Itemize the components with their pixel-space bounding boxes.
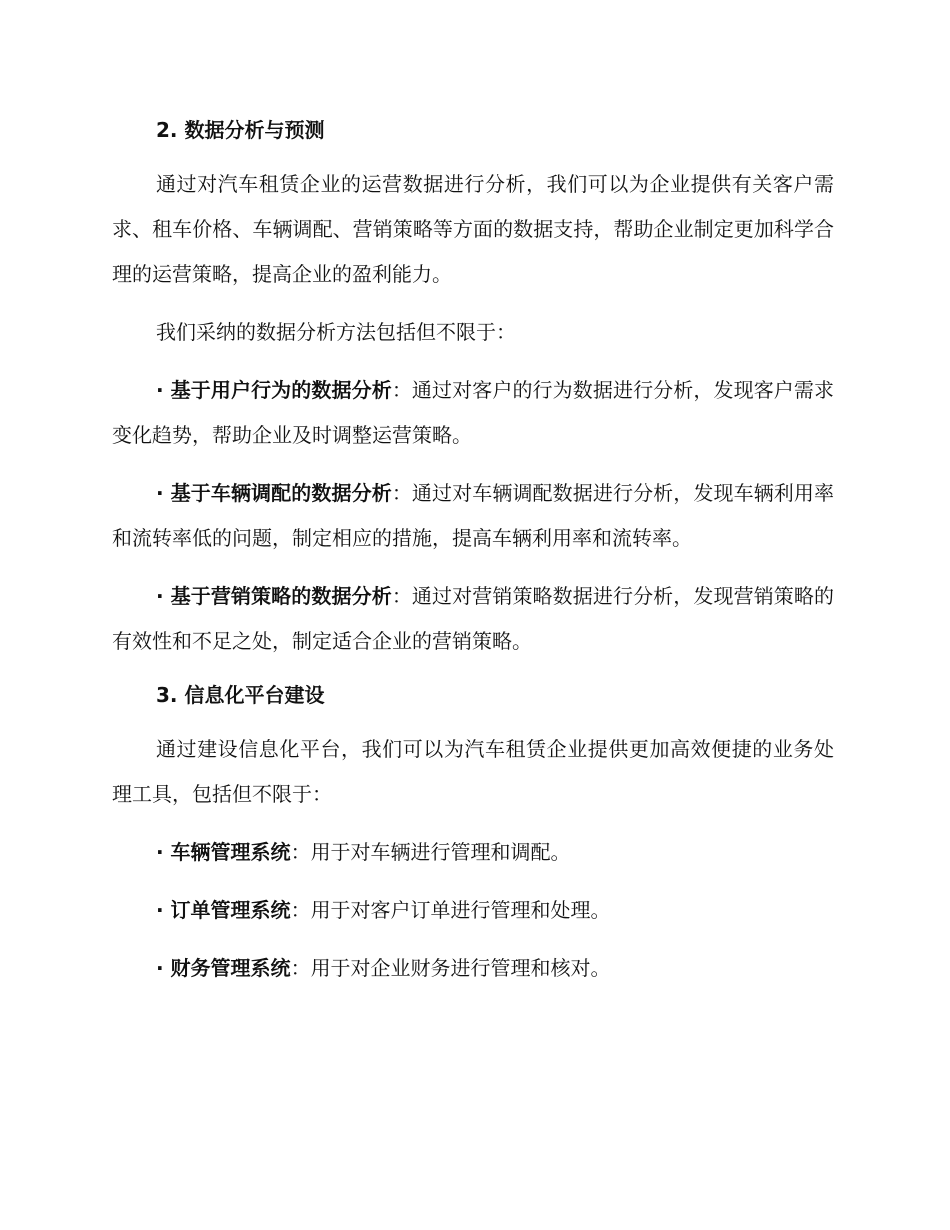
bullet-term: · 订单管理系统 — [156, 898, 291, 922]
document-body — [112, 112, 834, 1004]
paragraph-data-analysis-intro: 通过对汽车租赁企业的运营数据进行分析，我们可以为企业提供有关客户需求、租车价格、车辆调配、营销策略等方面的数据支持，帮助企业制定更加科学合理的运营策略，提高企业的盈利能力。 — [112, 172, 834, 286]
bullet-item-user-behavior — [112, 368, 834, 458]
bullet-text: 用于对车辆进行管理和调配。 — [310, 840, 571, 864]
section-heading-platform: 3. 信息化平台建设 — [156, 683, 325, 707]
bullet-term: · 基于车辆调配的数据分析 — [156, 481, 392, 505]
bullet-term: · 财务管理系统 — [156, 956, 291, 980]
bullet-text: 通过对营销策略数据进行分析，发现营销策略的有效性和不足之处，制定适合企业的营销策略。 — [112, 584, 835, 653]
bullet-item-vehicle-management — [112, 830, 834, 875]
bullet-item-vehicle-dispatch — [112, 471, 834, 561]
bullet-term: · 基于用户行为的数据分析 — [156, 378, 392, 402]
bullet-separator: ： — [391, 481, 412, 505]
bullet-item-finance-management — [112, 946, 834, 991]
bullet-text: 通过对客户的行为数据进行分析，发现客户需求变化趋势，帮助企业及时调整运营策略。 — [112, 378, 835, 447]
section-heading-data-analysis: 2. 数据分析与预测 — [156, 118, 325, 142]
bullet-term: · 车辆管理系统 — [156, 840, 291, 864]
bullet-separator: ： — [391, 584, 412, 608]
bullet-separator: ： — [290, 956, 311, 980]
bullet-text: 用于对企业财务进行管理和核对。 — [310, 956, 611, 980]
bullet-term: · 基于营销策略的数据分析 — [156, 584, 392, 608]
bullet-separator: ： — [290, 840, 311, 864]
paragraph-methods-intro: 我们采纳的数据分析方法包括但不限于： — [156, 320, 516, 344]
bullet-separator: ： — [290, 898, 311, 922]
bullet-item-marketing-strategy — [112, 574, 834, 664]
bullet-separator: ： — [391, 378, 412, 402]
bullet-item-order-management — [112, 888, 834, 933]
bullet-text: 通过对车辆调配数据进行分析，发现车辆利用率和流转率低的问题，制定相应的措施，提高车辆利用率和流转率。 — [112, 481, 835, 550]
bullet-text: 用于对客户订单进行管理和处理。 — [310, 898, 611, 922]
paragraph-platform-intro: 通过建设信息化平台，我们可以为汽车租赁企业提供更加高效便捷的业务处理工具，包括但不限于： — [112, 737, 834, 806]
